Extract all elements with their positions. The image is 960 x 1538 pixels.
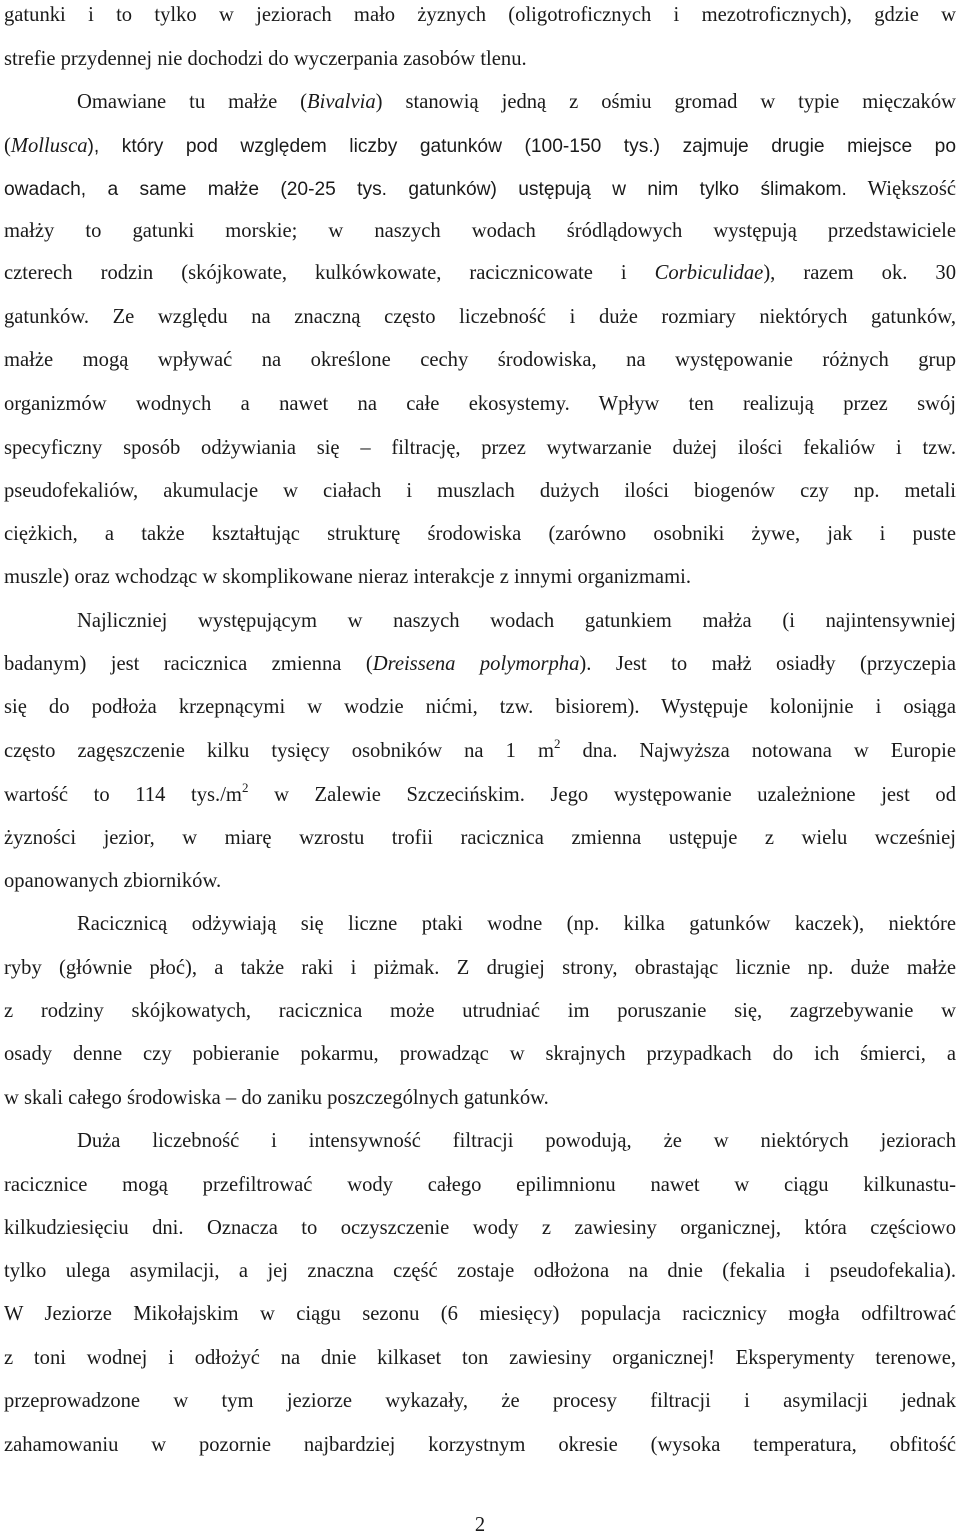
text-line: gatunków. Ze względu na znaczną często liczebność i duże rozmiary niektórych gatunków,: [4, 306, 956, 328]
text-line: Racicznicą odżywiają się liczne ptaki wodne (np. kilka gatunków kaczek), niektóre: [77, 913, 956, 935]
text-line: żyzności jezior, w miarę wzrostu trofii racicznica zmienna ustępuje z wielu wcześniej: [4, 827, 956, 849]
text-line: W Jeziorze Mikołajskim w ciągu sezonu (6 miesięcy) populacja racicznicy mogła odfiltrować: [4, 1303, 956, 1325]
superscript: 2: [553, 736, 561, 751]
text-line: tylko ulega asymilacji, a jej znaczna część zostaje odłożona na dnie (fekalia i pseudofekalia).: [4, 1260, 956, 1282]
text-line: przeprowadzone w tym jeziorze wykazały, że procesy filtracji i asymilacji jednak: [4, 1390, 956, 1412]
text-line: gatunki i to tylko w jeziorach mało żyznych (oligotroficznych i mezotroficznych), gdzie w: [4, 4, 956, 26]
text-line: racicznice mogą przefiltrować wody całego epilimnionu nawet w ciągu kilkunastu-: [4, 1174, 956, 1196]
text-line: ciężkich, a także kształtując strukturę środowiska (zarówno osobniki żywe, jak i puste: [4, 523, 956, 545]
text-line: czterech rodzin (skójkowate, kulkówkowate, racicznicowate i Corbiculidae), razem ok. 30: [4, 262, 956, 284]
text-line: owadach, a same małże (20-25 tys. gatunków) ustępują w nim tylko ślimakom. Większość: [4, 178, 957, 200]
text-line: w skali całego środowiska – do zaniku poszczególnych gatunków.: [4, 1087, 549, 1109]
text-line: małży to gatunki morskie; w naszych wodach śródlądowych występują przedstawiciele: [4, 220, 956, 242]
text-line: opanowanych zbiorników.: [4, 870, 222, 892]
text-line: się do podłoża krzepnącymi w wodzie nićmi, tzw. bisiorem). Występuje kolonijnie i osiąga: [4, 696, 956, 718]
text-line: specyficzny sposób odżywiania się – filtrację, przez wytwarzanie dużej ilości fekaliów i tzw.: [4, 437, 956, 459]
text-line: wartość to 114 $tys./m^2$ w Zalewie Szczecińskim. Jego występowanie uzależnione jest od: [4, 780, 956, 806]
text-line: Omawiane tu małże (Bivalvia) stanowią jedną z ośmiu gromad w typie mięczaków: [77, 91, 957, 113]
page-number: 2: [474, 1514, 486, 1536]
text-line: zahamowaniu w pozornie najbardziej korzystnym okresie (wysoka temperatura, obfitość: [4, 1434, 956, 1456]
superscript: 2: [241, 780, 249, 795]
text-line: małże mogą wpływać na określone cechy środowiska, na występowanie różnych grup: [4, 349, 956, 371]
text-line: z toni wodnej i odłożyć na dnie kilkaset ton zawiesiny organicznej! Eksperymenty terenowe,: [4, 1347, 956, 1369]
text-line: kilkudziesięciu dni. Oznacza to oczyszczenie wody z zawiesiny organicznej, która częściowo: [4, 1217, 956, 1239]
text-line: strefie przydennej nie dochodzi do wyczerpania zasobów tlenu.: [4, 48, 527, 70]
text-line: Najliczniej występującym w naszych wodach gatunkiem małża (i najintensywniej: [77, 610, 956, 632]
text-line: z rodziny skójkowatych, racicznica może utrudniać im poruszanie się, zagrzebywanie w: [4, 1000, 956, 1022]
text-line: organizmów wodnych a nawet na całe ekosystemy. Wpływ ten realizują przez swój: [4, 393, 956, 415]
text-line: (Mollusca), który pod względem liczby gatunków (100-150 tys.) zajmuje drugie miejsce po: [4, 135, 956, 157]
text-line: Duża liczebność i intensywność filtracji powodują, że w niektórych jeziorach: [77, 1130, 956, 1152]
text-line: muszle) oraz wchodząc w skomplikowane nieraz interakcje z innymi organizmami.: [4, 566, 691, 588]
text-line: badanym) jest racicznica zmienna (Dreissena polymorpha). Jest to małż osiadły (przyczepia: [4, 653, 956, 675]
text-line: często zagęszczenie kilku tysięcy osobników na 1 $m^2$ dna. Najwyższa notowana w Europie: [4, 736, 956, 762]
text-line: pseudofekaliów, akumulacje w ciałach i muszlach dużych ilości biogenów czy np. metali: [4, 480, 956, 502]
text-line: ryby (głównie płoć), a także raki i piżmak. Z drugiej strony, obrastając licznie np. duże małże: [4, 957, 956, 979]
text-line: osady denne czy pobieranie pokarmu, prowadząc w skrajnych przypadkach do ich śmierci, a: [4, 1043, 956, 1065]
